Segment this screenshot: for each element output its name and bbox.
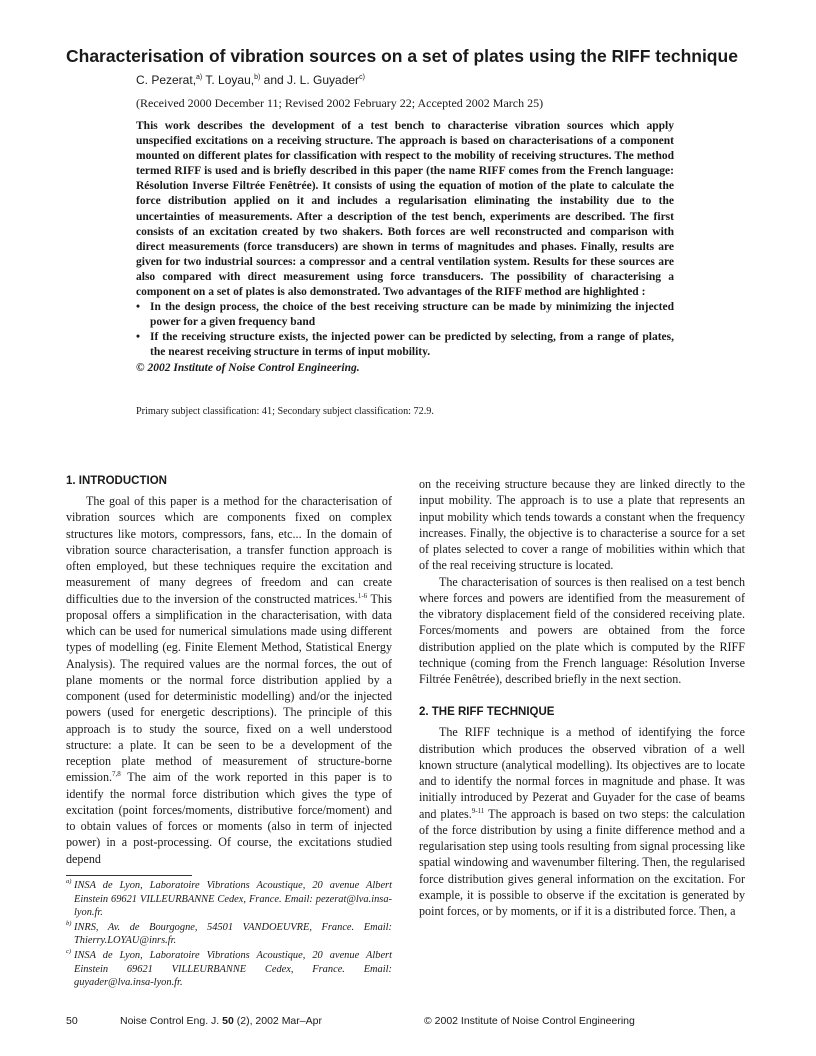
- received-dates: (Received 2000 December 11; Revised 2002 February 22; Accepted 2002 March 25): [136, 96, 544, 110]
- journal-issue: (2), 2002 Mar–Apr: [233, 1015, 322, 1027]
- paper-title: Characterisation of vibration sources on a set of plates using the RIFF technique: [66, 46, 738, 66]
- footnote: [66, 949, 392, 990]
- author-list: [136, 72, 365, 88]
- affiliation-marker: a): [196, 74, 203, 81]
- right-column: [419, 476, 745, 919]
- author-name: T. Loyau,: [202, 73, 255, 87]
- affiliation-marker: c): [359, 74, 365, 81]
- author-name: C. Pezerat,: [136, 73, 197, 87]
- footnote-marker: b): [66, 919, 72, 927]
- riff-paragraph: [419, 724, 745, 919]
- intro-text: The goal of this paper is a method for the characterisation of vibration sources which are components fixed on complex structures like motors, compressors, fans, etc... In the domain of vibration source characterisation, a transfer function approach is often employed, but these techniques require the excitation and measurement of many degrees of freedom and can create difficulties due to the inversion of the constructed matrices.: [66, 494, 392, 606]
- intro-text: The aim of the work reported in this paper is to identify the normal force distribution which gives the type of excitation (point forces/moments, distributive force/moment) and to obtain values of forces or moments (also in term of injected power) in a post-processing. Of course, the excitations studied depend: [66, 770, 392, 866]
- abstract-bullet: [136, 300, 674, 330]
- citation-ref: 1-6: [357, 591, 368, 600]
- intro-paragraph: The characterisation of sources is then realised on a test bench where forces and powers are identified from the measurement of the vibratory displacement field of the considered receiving plate. Forces/moments and powers are obtained from the force distribution applied on the plate which is computed by the RIFF technique (coming from the French language: Résolution Inverse Filtrée Fenêtrée), described briefly in the next section.: [419, 574, 745, 686]
- subject-classification: Primary subject classification: 41; Secondary subject classification: 72.9.: [136, 406, 434, 417]
- footnote-marker: a): [66, 878, 72, 885]
- abstract-copyright: © 2002 Institute of Noise Control Engineering.: [136, 361, 360, 374]
- citation-ref: 9-11: [471, 806, 485, 815]
- intro-paragraph: [66, 493, 392, 867]
- riff-text: The approach is based on two steps: the calculation of the force distribution by using a finite difference method and a regularisation step using tools resulting from signal processing like spatial windowing and wavenumber filtering. Then, the regularised force distribution gives general information on the excitation. For example, it is possible to observe if the excitation is generated by point forces, or by moments, or if it is a distributed force. Then, a: [419, 806, 746, 918]
- footnote-text: INSA de Lyon, Laboratoire Vibrations Acoustique, 20 avenue Albert Einstein 69621 VILLEURBANNE Cedex, France. Email: guyader@lva.insa-lyon.fr.: [74, 949, 392, 989]
- author-name: and J. L. Guyader: [260, 73, 360, 87]
- bullet-icon: •: [136, 331, 141, 344]
- abstract-bullet-list: [136, 300, 674, 360]
- abstract-text: This work describes the development of a test bench to characterise vibration sources which apply unspecified excitations on a receiving structure. The approach is based on characterisations of a component mounted on different plates for classification with respect to the mobility of receiving structures. The method termed RIFF is used and is briefly described in this paper (the name RIFF comes from the French language: Résolution Inverse Filtrée Fenêtrée). It consists of using the equation of motion of the plate to calculate the force distribution applied on it and includes a regularisation eliminating the instability due to the uncertainties of measurements. After a description of the test bench, experiments are described. The first consists of an excitation created by two shakers. Both forces are well reconstructed and comparison with direct measurements (force transducers) are shown in terms of magnitudes and phases. Finally, results are given for two industrial sources: a compressor and a central ventilation system. Results for these sources are also compared with direct measurement using force transducers. The possibility of characterising a component on a set of plates is also demonstrated. Two advantages of the RIFF method are highlighted :: [136, 120, 674, 299]
- riff-text: The RIFF technique is a method of identifying the force distribution which produces the observed vibration of a well known structure (analytical modelling). Its objectives are to locate and to identify the normal forces in magnitude and phase. It was initially introduced by Pezerat and Guyader for the case of beams and plates.: [419, 725, 745, 821]
- section-heading-riff-technique: 2. THE RIFF TECHNIQUE: [419, 706, 555, 719]
- journal-citation: [120, 1014, 322, 1028]
- footnote: [66, 879, 392, 920]
- abstract: [136, 119, 674, 376]
- section-heading-introduction: 1. INTRODUCTION: [66, 475, 167, 487]
- footnotes: [66, 879, 392, 991]
- journal-name: Noise Control Eng. J.: [120, 1015, 223, 1027]
- footnote-text: INSA de Lyon, Laboratoire Vibrations Acoustique, 20 avenue Albert Einstein 69621 VILLEURBANNE Cedex, France. Email: pezerat@lva.insa-lyon.fr.: [74, 880, 392, 919]
- bullet-text: If the receiving structure exists, the injected power can be predicted by selecting, from a range of plates, the nearest receiving structure in terms of input mobility.: [150, 331, 674, 359]
- intro-paragraph-continued: on the receiving structure because they are linked directly to the input mobility. The approach is to use a plate that represents an input mobility which tends towards a constant when the frequency increases. Finally, the objective is to characterise a source for a set of plates selected to cover a range of mobilities within which that of the real receiving structure is located.: [419, 477, 745, 573]
- bullet-text: In the design process, the choice of the best receiving structure can be made by minimizing the injected power for a given frequency band: [150, 301, 674, 329]
- bullet-icon: •: [136, 301, 141, 314]
- affiliation-marker: b): [254, 74, 261, 81]
- citation-ref: 7,8: [112, 770, 121, 779]
- left-column: [66, 474, 392, 867]
- footnote: [66, 921, 392, 948]
- footnote-divider: [66, 875, 192, 876]
- footnote-marker: c): [66, 947, 72, 955]
- abstract-bullet: [136, 330, 674, 360]
- page-number: 50: [66, 1015, 78, 1027]
- journal-volume: 50: [222, 1015, 234, 1027]
- footer-copyright: © 2002 Institute of Noise Control Engineering: [424, 1015, 635, 1027]
- footnote-text: INRS, Av. de Bourgogne, 54501 VANDOEUVRE, France. Email: Thierry.LOYAU@inrs.fr.: [74, 921, 392, 947]
- section-spacer: [419, 687, 745, 705]
- intro-text: This proposal offers a simplification in the characterisation, with data which can be used for numerical simulations made using different types of modelling (eg. Finite Element Method, Statistical Energy Analysis). The required values are the normal forces, the out of plane moments or the normal force distribution applied by a component (used for deterministic modelling) and/or the injected powers (used for energetic descriptions). The principle of this approach is to study the source, fixed on a well understood structure: a plate. It can be seen to be a development of the reception plate method of measurement of structure-borne emission.: [66, 591, 393, 785]
